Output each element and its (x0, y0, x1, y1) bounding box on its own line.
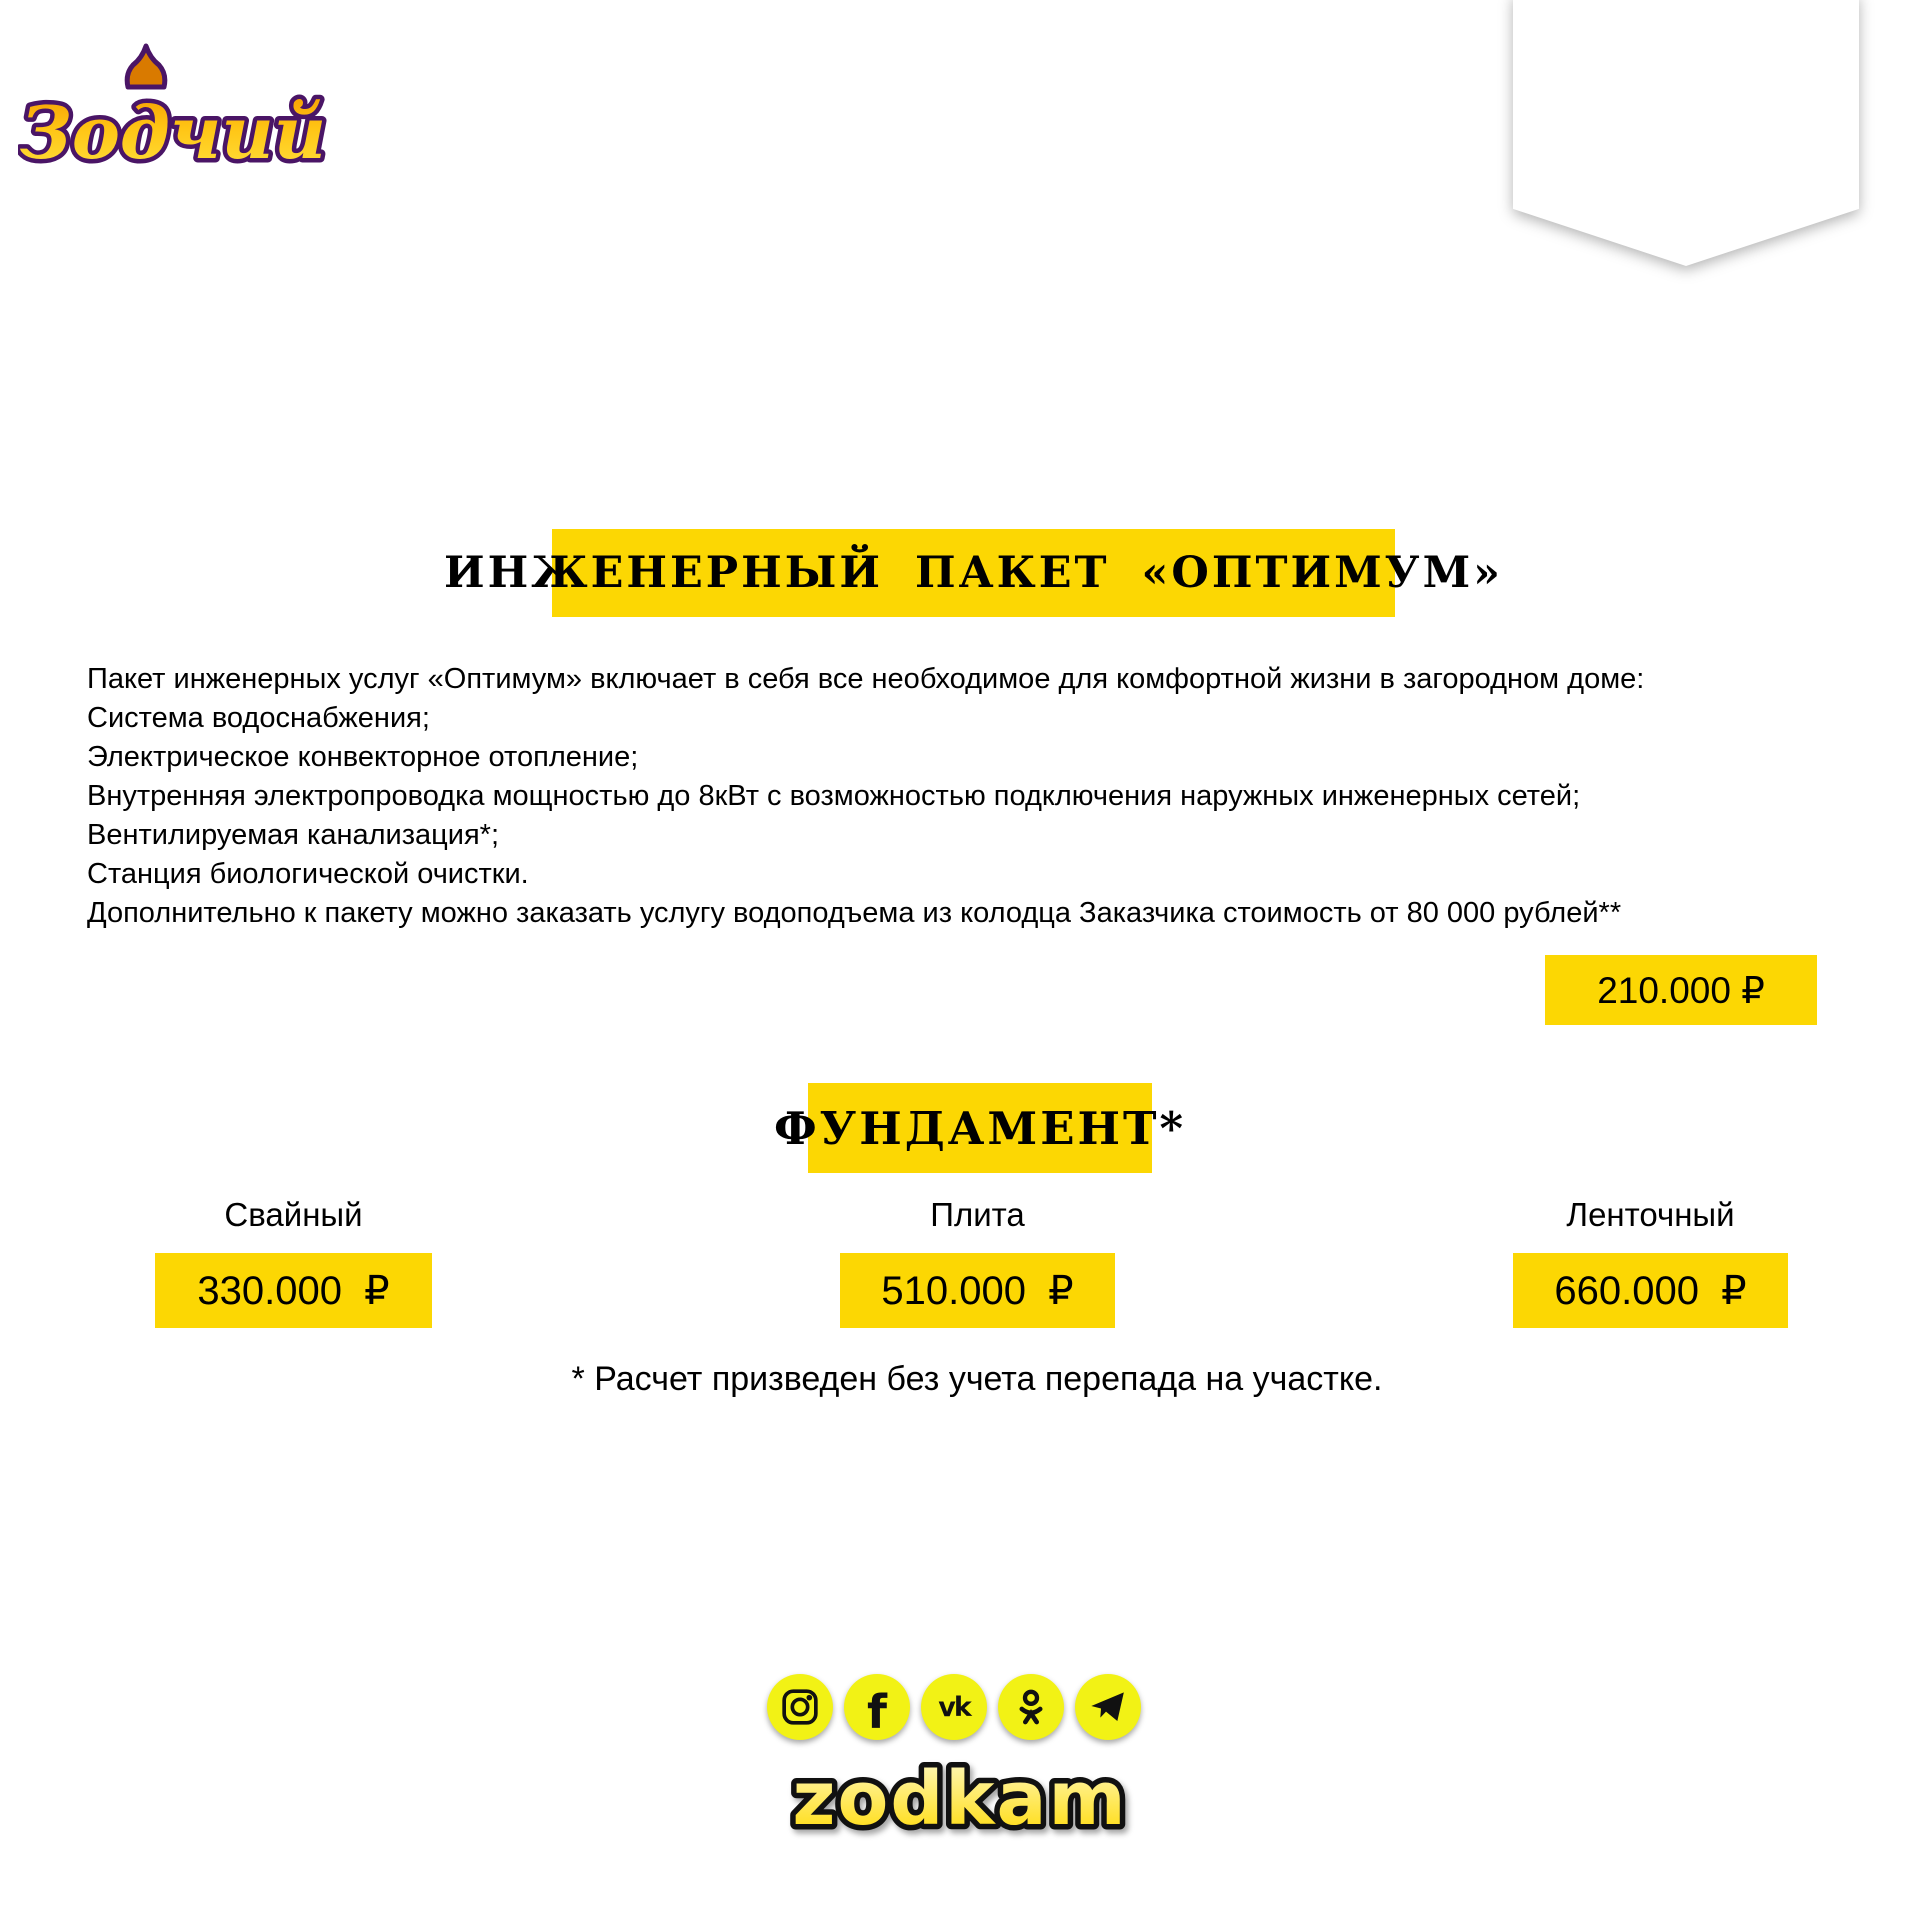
title-banner (443, 529, 1504, 617)
foundation-price-value: 330.000 ₽ (197, 1268, 390, 1313)
zodchiy-logo-text: Зодчий (19, 90, 327, 175)
odnoklassniki-button[interactable] (998, 1674, 1064, 1740)
foundation-price-box (840, 1253, 1115, 1328)
foundation-banner-text: ФУНДАМЕНТ* (773, 1101, 1187, 1155)
telegram-button[interactable] (1075, 1674, 1141, 1740)
telegram-icon (1088, 1687, 1128, 1727)
title-banner-text: ИНЖЕНЕРНЫЙ ПАКЕТ «ОПТИМУМ» (443, 548, 1504, 598)
foundation-price-value: 510.000 ₽ (881, 1268, 1074, 1313)
foundation-price-box (155, 1253, 432, 1328)
pennant-shape (1513, 0, 1859, 266)
facebook-icon: f (866, 1685, 887, 1739)
foundation-option-label: Плита (930, 1196, 1025, 1233)
facebook-button[interactable] (844, 1674, 910, 1740)
foundation-option-label: Свайный (224, 1196, 363, 1233)
odnoklassniki-icon (1011, 1687, 1051, 1727)
package-price-box (1545, 955, 1817, 1025)
description-line: Станция биологической очистки. (87, 858, 529, 890)
vk-button[interactable] (921, 1674, 987, 1740)
foundation-banner (773, 1083, 1187, 1173)
description-line: Вентилируемая канализация*; (87, 819, 500, 851)
description-line: Электрическое конвекторное отопление; (87, 741, 639, 773)
zodkam-handle (740, 1748, 1180, 1848)
zodkam-handle-text: zodkam (792, 1756, 1128, 1842)
description-line: Пакет инженерных услуг «Оптимум» включает в себя все необходимое для комфортной жизни в загородном доме: (87, 663, 1645, 695)
foundation-option-label: Ленточный (1566, 1196, 1735, 1233)
church-dome-icon (127, 46, 165, 87)
description-line: Система водоснабжения; (87, 702, 430, 734)
social-links-row (767, 1674, 1141, 1740)
description-line: Дополнительно к пакету можно заказать услугу водоподъема из колодца Заказчика стоимость от 80 000 рублей** (87, 897, 1622, 929)
zodchiy-logo (18, 40, 328, 200)
description-line: Внутренняя электропроводка мощностью до 8кВт с возможностью подключения наружных инженерных сетей; (87, 780, 1581, 812)
foundation-price-box (1513, 1253, 1788, 1328)
foundation-price-value: 660.000 ₽ (1554, 1268, 1747, 1313)
brand-badge (1513, 0, 1859, 266)
instagram-button[interactable] (767, 1674, 833, 1740)
vk-icon: vk (938, 1691, 970, 1723)
package-description (87, 660, 1647, 933)
package-price-value: 210.000 ₽ (1597, 969, 1765, 1011)
foundation-footnote: * Расчет призведен без учета перепада на участке. (571, 1360, 1383, 1398)
instagram-icon (780, 1687, 820, 1727)
